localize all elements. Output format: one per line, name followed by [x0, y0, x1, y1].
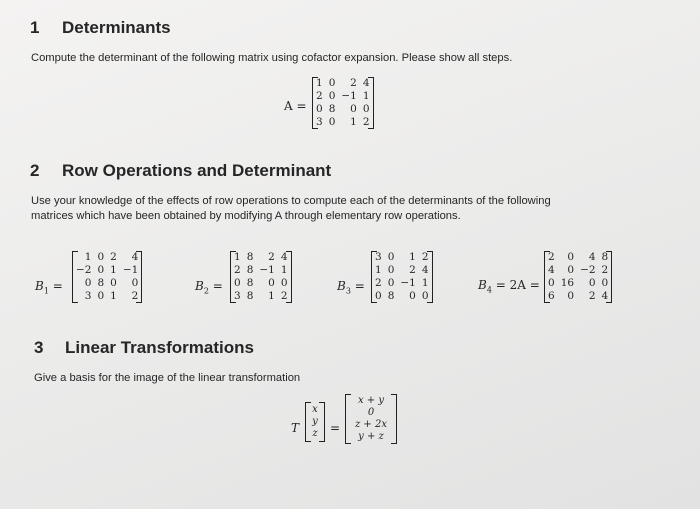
matrix-cell: 0 [84, 277, 92, 289]
matrix-cell: 1 [316, 77, 323, 89]
matrix-cell: 1 [280, 264, 288, 276]
matrix-cell: 8 [246, 264, 254, 276]
matrix-cell: 8 [387, 290, 395, 302]
matrix-cell: 0 [110, 277, 117, 289]
matrix-b4 [544, 251, 612, 303]
matrix-cell: 0 [328, 77, 336, 89]
matrix-cell: 0 [97, 264, 105, 276]
section-1-number: 1 [30, 18, 40, 37]
section-1-instruction: Compute the determinant of the following matrix using cofactor expansion. Please show all steps. [31, 52, 513, 64]
matrix-cell: 4 [280, 251, 288, 263]
vector-equals-sign: = [330, 421, 341, 435]
matrix-cell: 2 [375, 277, 382, 289]
matrix-cell: 3 [316, 116, 323, 128]
matrix-cell: −2 [580, 264, 596, 276]
matrix-b2-label: $B_2$ = [195, 279, 223, 296]
matrix-cell: 0 [387, 277, 395, 289]
matrix-cell: 0 [316, 103, 323, 115]
matrix-cell: 8 [601, 251, 609, 263]
section-3-number: 3 [34, 338, 44, 357]
matrix-a [312, 77, 374, 129]
matrix-cell: 1 [234, 251, 241, 263]
matrix-cell: 2 [588, 290, 596, 302]
matrix-cell: 0 [362, 103, 370, 115]
matrix-cell: 0 [328, 116, 336, 128]
matrix-b4-label: $B_4 = 2A$ = [478, 278, 540, 295]
matrix-cell: 4 [601, 290, 609, 302]
matrix-cell: 0 [350, 103, 357, 115]
matrix-cell: 2 [268, 251, 275, 263]
matrix-cell: 2 [548, 251, 555, 263]
vector-entry: x + y [357, 395, 385, 406]
matrix-cell: 0 [601, 277, 609, 289]
vector-entry: y [312, 416, 318, 427]
matrix-cell: 0 [268, 277, 275, 289]
matrix-cell: 0 [387, 264, 395, 276]
matrix-b2 [230, 251, 292, 303]
matrix-cell: 3 [375, 251, 382, 263]
section-3-instruction: Give a basis for the image of the linear transformation [34, 372, 301, 384]
input-vector [305, 402, 325, 442]
matrix-b1 [72, 251, 142, 303]
matrix-cell: 1 [110, 264, 117, 276]
matrix-cell: 0 [588, 277, 596, 289]
matrix-cell: 0 [280, 277, 288, 289]
matrix-cell: 1 [110, 290, 117, 302]
matrix-cell: 2 [316, 90, 323, 102]
vector-entry: z + 2x [354, 419, 387, 430]
matrix-cell: 0 [567, 290, 575, 302]
section-2-instruction-line2: matrices which have been obtained by modifying A through elementary row operations. [31, 210, 461, 222]
matrix-cell: 2 [280, 290, 288, 302]
matrix-cell: 0 [567, 264, 575, 276]
matrix-cell: 0 [567, 251, 575, 263]
matrix-cell: 1 [268, 290, 275, 302]
matrix-cell: 2 [234, 264, 241, 276]
matrix-b3-label: $B_3$ = [337, 279, 365, 296]
matrix-cell: 8 [246, 251, 254, 263]
matrix-cell: 8 [328, 103, 336, 115]
matrix-cell: 4 [548, 264, 555, 276]
matrix-cell: 2 [421, 251, 429, 263]
output-vector [345, 394, 397, 444]
matrix-cell: 0 [97, 290, 105, 302]
matrix-cell: −1 [259, 264, 275, 276]
matrix-cell: 4 [362, 77, 370, 89]
matrix-cell: 0 [131, 277, 139, 289]
transformation-t-label: T [291, 421, 300, 435]
matrix-cell: 1 [84, 251, 92, 263]
matrix-cell: 1 [375, 264, 382, 276]
matrix-cell: 0 [387, 251, 395, 263]
matrix-cell: 0 [97, 251, 105, 263]
matrix-cell: 8 [246, 290, 254, 302]
matrix-cell: 0 [328, 90, 336, 102]
matrix-cell: 3 [234, 290, 241, 302]
section-3-title: Linear Transformations [65, 338, 254, 357]
matrix-cell: 2 [409, 264, 416, 276]
vector-entry: x [312, 404, 318, 415]
matrix-cell: 0 [375, 290, 382, 302]
matrix-cell: 1 [362, 90, 370, 102]
matrix-cell: 6 [548, 290, 555, 302]
matrix-cell: 3 [84, 290, 92, 302]
matrix-cell: 4 [131, 251, 139, 263]
matrix-cell: 1 [421, 277, 429, 289]
matrix-b3 [371, 251, 433, 303]
matrix-cell: 0 [234, 277, 241, 289]
matrix-cell: 2 [362, 116, 370, 128]
vector-entry: z [312, 428, 318, 439]
matrix-cell: 4 [421, 264, 429, 276]
matrix-cell: 8 [97, 277, 105, 289]
matrix-a-label: A = [284, 99, 307, 113]
matrix-cell: 16 [560, 277, 575, 289]
matrix-cell: 1 [409, 251, 416, 263]
matrix-cell: 0 [421, 290, 429, 302]
matrix-cell: −1 [122, 264, 139, 276]
matrix-cell: −1 [400, 277, 416, 289]
matrix-cell: −1 [341, 90, 357, 102]
matrix-cell: −2 [76, 264, 92, 276]
matrix-cell: 0 [409, 290, 416, 302]
vector-entry: 0 [367, 407, 375, 418]
matrix-cell: 4 [588, 251, 596, 263]
matrix-b1-label: $B_1$ = [35, 279, 63, 296]
matrix-cell: 2 [131, 290, 139, 302]
section-2-title: Row Operations and Determinant [62, 161, 332, 180]
vector-entry: y + z [358, 431, 384, 442]
section-2-instruction-line1: Use your knowledge of the effects of row operations to compute each of the determinants of the following [31, 195, 551, 207]
matrix-cell: 8 [246, 277, 254, 289]
matrix-cell: 0 [548, 277, 555, 289]
matrix-cell: 2 [601, 264, 609, 276]
matrix-cell: 2 [110, 251, 117, 263]
section-2-number: 2 [30, 161, 40, 180]
matrix-cell: 1 [350, 116, 357, 128]
section-1-title: Determinants [62, 18, 171, 37]
matrix-cell: 2 [350, 77, 357, 89]
